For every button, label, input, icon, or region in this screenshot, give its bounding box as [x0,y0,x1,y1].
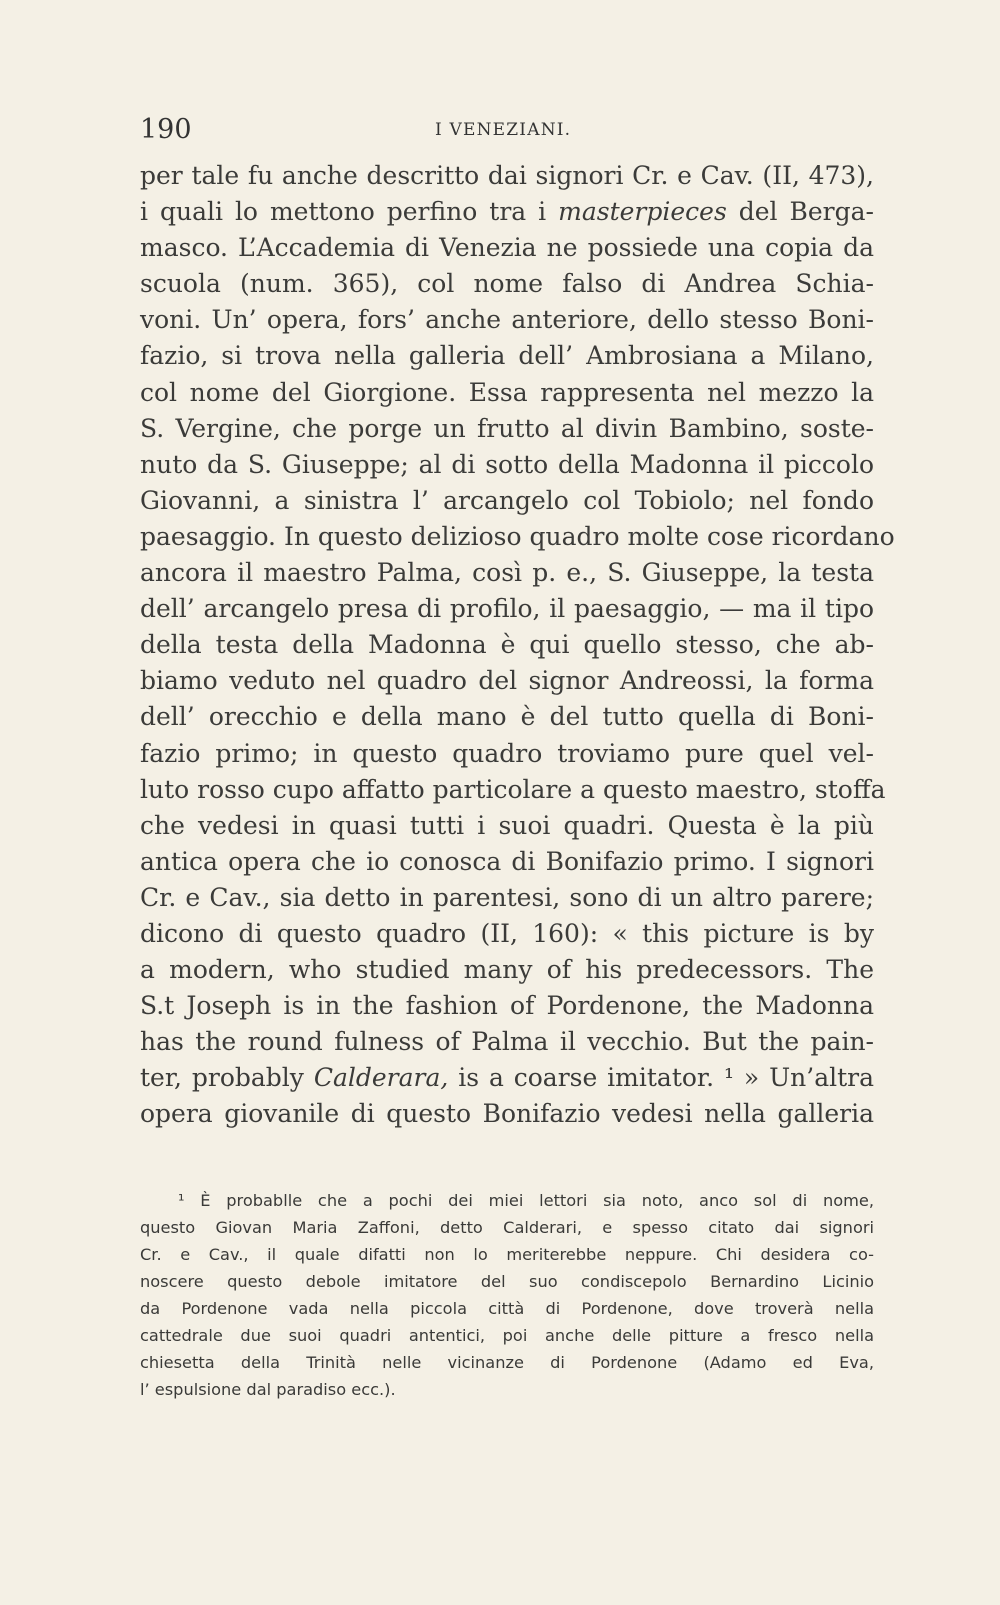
text-line: opera giovanile di questo Bonifazio vedesi nella galleria [140,1099,874,1129]
footnote-line: cattedrale due suoi quadri antentici, poi anche delle pitture a fresco nella [140,1326,874,1345]
text-line: biamo veduto nel quadro del signor Andreossi, la forma [140,666,874,696]
page-header [140,114,870,150]
text-line: scuola (num. 365), col nome falso di Andrea Schia- [140,269,874,299]
footnote-line: noscere questo debole imitatore del suo condiscepolo Bernardino Licinio [140,1272,874,1291]
footnote-line: l’ espulsione dal paradiso ecc.). [140,1380,396,1399]
text-line: che vedesi in quasi tutti i suoi quadri. Questa è la più [140,810,874,840]
text-line: a modern, who studied many of his predecessors. The [140,955,874,985]
text-line: fazio, si trova nella galleria dell’ Ambrosiana a Milano, [140,341,874,371]
footnote-line: chiesetta della Trinità nelle vicinanze di Pordenone (Adamo ed Eva, [140,1353,874,1372]
text-line: Cr. e Cav., sia detto in parentesi, sono di un altro parere; [140,882,874,912]
text-line: S.t Joseph is in the fashion of Pordenone, the Madonna [140,991,874,1021]
footnote [140,1187,874,1403]
text-line: ancora il maestro Palma, così p. e., S. Giuseppe, la testa [140,558,874,588]
text-line: S. Vergine, che porge un frutto al divin Bambino, soste- [140,413,874,443]
page-number: 190 [140,114,192,145]
footnote-line: questo Giovan Maria Zaffoni, detto Calderari, e spesso citato dai signori [140,1218,874,1237]
text-line: luto rosso cupo affatto particolare a questo maestro, stoffa [140,774,886,804]
running-title: I VENEZIANI. [435,120,572,140]
text-line: dicono di questo quadro (II, 160): « this picture is by [140,918,874,948]
text-line: della testa della Madonna è qui quello stesso, che ab- [140,630,874,660]
text-line: Giovanni, a sinistra l’ arcangelo col Tobiolo; nel fondo [140,485,874,515]
text-line: dell’ arcangelo presa di profilo, il paesaggio, — ma il tipo [140,594,874,624]
text-line: dell’ orecchio e della mano è del tutto quella di Boni- [140,702,874,732]
text-line: i quali lo mettono perfino tra i masterpieces del Berga- [140,197,874,227]
text-line: per tale fu anche descritto dai signori Cr. e Cav. (II, 473), [140,161,874,190]
text-line: voni. Un’ opera, fors’ anche anteriore, dello stesso Boni- [140,305,874,335]
italic-term: masterpieces [558,197,727,227]
footnote-line: da Pordenone vada nella piccola città di Pordenone, dove troverà nella [140,1299,874,1318]
footnote-line: ¹ È probablle che a pochi dei miei lettori sia noto, anco sol di nome, [178,1191,874,1210]
text-line: paesaggio. In questo delizioso quadro molte cose ricordano [140,521,895,551]
italic-term: Calderara, [313,1063,449,1093]
text-line: ter, probably Calderara, is a coarse imitator. ¹ » Un’altra [140,1063,874,1093]
main-text [140,158,895,1133]
text-line: has the round fulness of Palma il vecchio. But the pain- [140,1027,874,1057]
text-line: antica opera che io conosca di Bonifazio primo. I signori [140,846,874,876]
text-line: nuto da S. Giuseppe; al di sotto della Madonna il piccolo [140,449,874,479]
footnote-line: Cr. e Cav., il quale difatti non lo meriterebbe neppure. Chi desidera co- [140,1245,874,1264]
text-line: masco. L’Accademia di Venezia ne possiede una copia da [140,233,874,263]
text-line: col nome del Giorgione. Essa rappresenta nel mezzo la [140,377,874,407]
text-line: fazio primo; in questo quadro troviamo pure quel vel- [140,738,874,768]
